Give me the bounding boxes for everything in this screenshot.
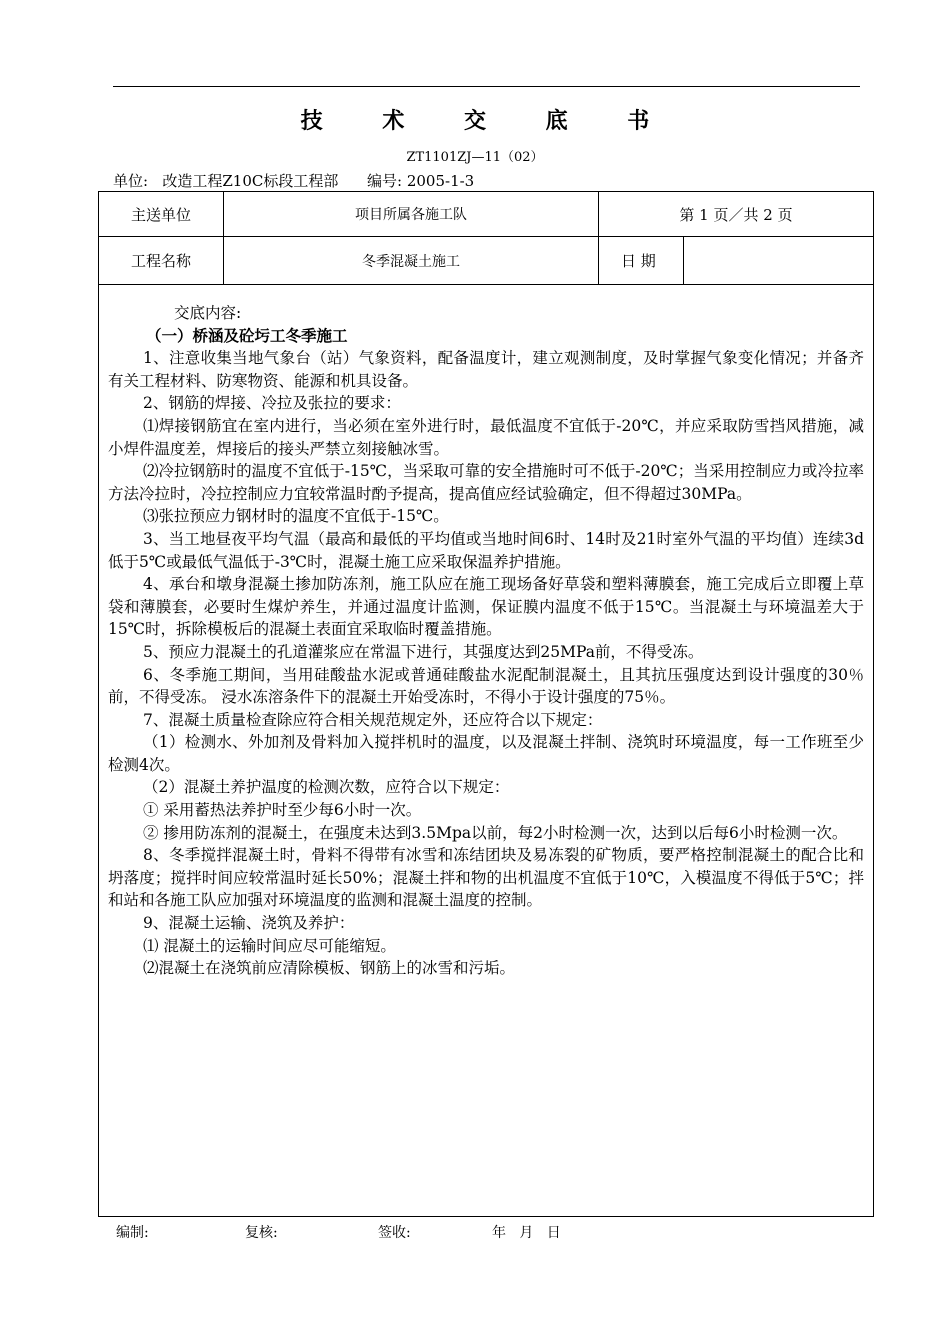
unit-row xyxy=(113,170,474,191)
compiled-label: 编制: xyxy=(116,1225,149,1241)
paragraph: 5、预应力混凝土的孔道灌浆应在常温下进行，其强度达到25MPa前，不得受冻。 xyxy=(143,642,704,661)
paragraph: 6、冬季施工期间，当用硅酸盐水泥或普通硅酸盐水泥配制混凝土，且其抗压强度达到设计强度的30％前，不得受冻。 浸水冻溶条件下的混凝土开始受冻时，不得小于设计强度的75％。 xyxy=(108,665,864,707)
paragraph: ① 采用蓄热法养护时至少每6小时一次。 xyxy=(143,801,422,820)
paragraph: ② 掺用防冻剂的混凝土，在强度未达到3.5Mpa以前，每2小时检测一次，达到以后每6小时检测一次。 xyxy=(143,823,848,842)
paragraph: ⑵冷拉钢筋时的温度不宜低于-15℃，当采取可靠的安全措施时可不低于-20℃；当采用控制应力或冷拉率方法冷拉时，冷拉控制应力宜较常温时酌予提高，提高值应经试验确定，但不得超过30MPa。 xyxy=(108,462,864,503)
disclosure-form xyxy=(98,191,874,1217)
signature-footer xyxy=(0,1222,950,1242)
paragraph: （1）检测水、外加剂及骨料加入搅拌机时的温度，以及混凝土拌制、浇筑时环境温度，每一工作班至少检测4次。 xyxy=(108,733,864,774)
date-label: 日 期 xyxy=(621,252,656,270)
paragraph: ⑵混凝土在浇筑前应清除模板、钢筋上的冰雪和污垢。 xyxy=(143,959,516,978)
paragraph: （2）混凝土养护温度的检测次数，应符合以下规定： xyxy=(143,778,510,797)
project-name-label: 工程名称 xyxy=(130,252,191,270)
paragraph: ⑶张拉预应力钢材时的温度不宜低于-15℃。 xyxy=(143,507,449,526)
top-rule xyxy=(113,86,860,87)
paragraph: 2、钢筋的焊接、冷拉及张拉的要求： xyxy=(143,394,401,413)
paragraph: ⑴焊接钢筋宜在室内进行，当必须在室外进行时，最低温度不宜低于-20℃，并应采取防雪挡风措施，减小焊件温度差，焊接后的接头严禁立刻接触冰雪。 xyxy=(108,416,864,458)
unit-label: 单位: xyxy=(113,172,149,190)
reviewed-label: 复核: xyxy=(245,1225,278,1241)
signed-label: 签收: xyxy=(378,1225,411,1241)
send-unit-label: 主送单位 xyxy=(130,205,191,224)
number-value: 2005-1-3 xyxy=(406,172,475,190)
page-info: 第 1 页／共 2 页 xyxy=(679,205,793,224)
paragraph: 9、混凝土运输、浇筑及养护： xyxy=(143,914,355,933)
number-label: 编号: xyxy=(366,172,403,190)
document-title: 技 术 交 底 书 xyxy=(300,109,676,134)
paragraph: 7、混凝土质量检查除应符合相关规范规定外，还应符合以下规定： xyxy=(143,710,603,729)
paragraph: 8、冬季搅拌混凝土时，骨料不得带有冰雪和冻结团块及易冻裂的矿物质，要严格控制混凝土的配合比和坍落度；搅拌时间应较常温时延长50%；混凝土拌和物的出机温度不宜低于10℃，入模温度不得低于5℃；拌和站和各施工队应加强对环境温度的监测和混凝土温度的控制。 xyxy=(108,846,864,910)
project-name-value: 冬季混凝土施工 xyxy=(362,253,460,270)
content-lead: 交底内容: xyxy=(174,304,242,322)
unit-value: 改造工程Z10C标段工程部 xyxy=(162,172,339,190)
date-value xyxy=(684,237,873,284)
footer-date: 年 月 日 xyxy=(492,1225,561,1241)
send-unit-value: 项目所属各施工队 xyxy=(355,207,467,223)
section-heading: （一）桥涵及砼圬工冬季施工 xyxy=(146,326,348,345)
content-area xyxy=(108,302,864,980)
paragraph: 4、承台和墩身混凝土掺加防冻剂，施工队应在施工现场备好草袋和塑料薄膜套，施工完成后立即覆上草袋和薄膜套，必要时生煤炉养生，并通过温度计监测，保证膜内温度不低于15℃。当混凝土与环境温差大于15℃时，拆除模板后的混凝土表面宜采取临时覆盖措施。 xyxy=(108,575,864,639)
document-code: ZT1101ZJ—11（02） xyxy=(406,150,544,165)
paragraph: ⑴ 混凝土的运输时间应尽可能缩短。 xyxy=(143,936,396,955)
paragraph: 3、当工地昼夜平均气温（最高和最低的平均值或当地时间6时、14时及21时室外气温的平均值）连续3d低于5℃或最低气温低于-3℃时，混凝土施工应采取保温养护措施。 xyxy=(108,529,864,571)
row-divider-2 xyxy=(99,284,873,285)
paragraph: 1、注意收集当地气象台（站）气象资料，配备温度计，建立观测制度，及时掌握气象变化情况；并备齐有关工程材料、防寒物资、能源和机具设备。 xyxy=(108,349,864,390)
